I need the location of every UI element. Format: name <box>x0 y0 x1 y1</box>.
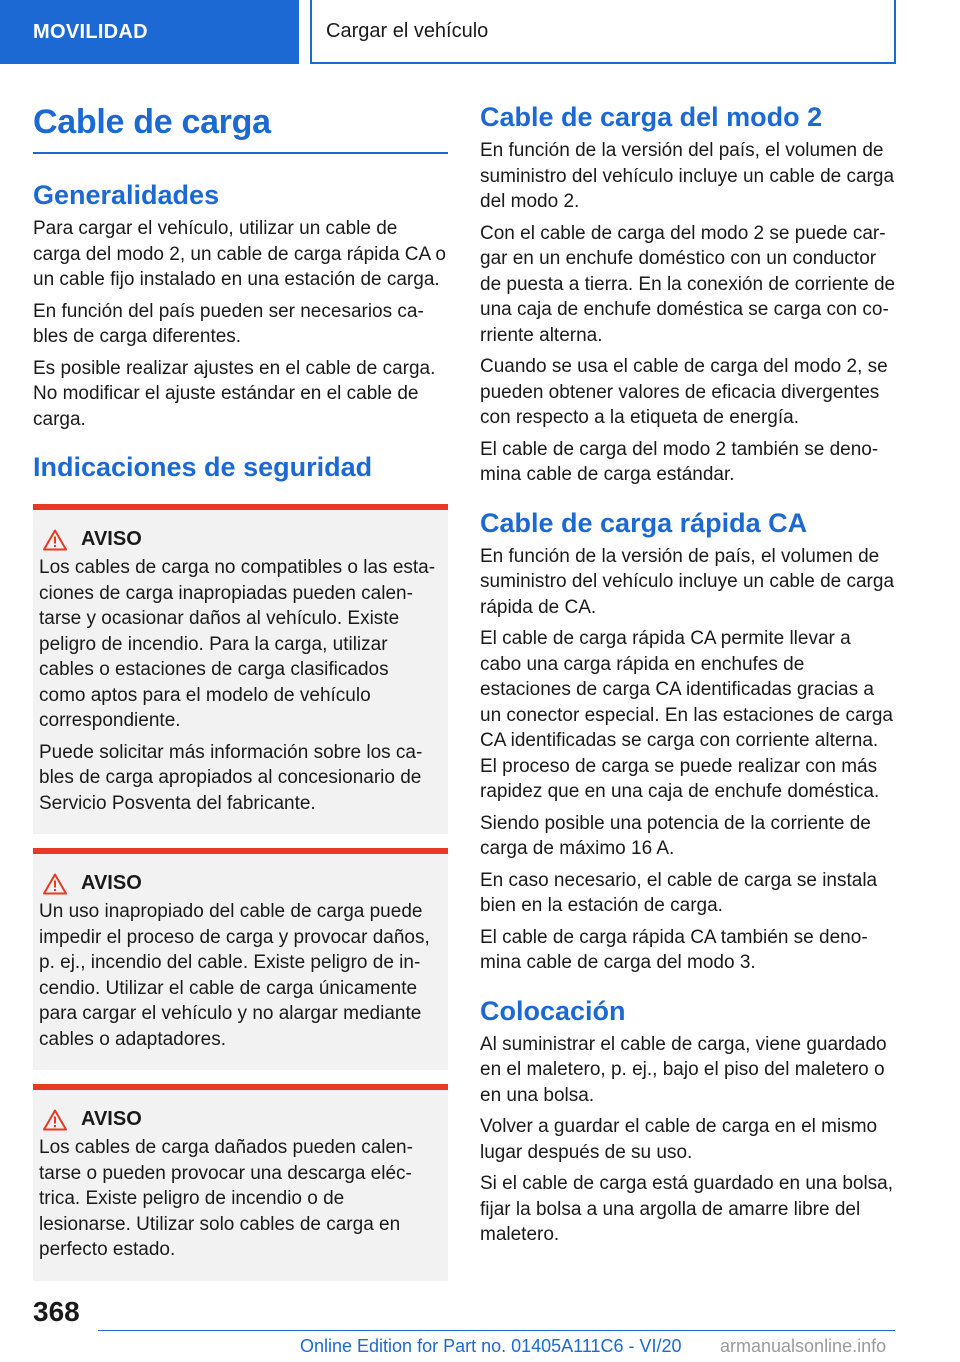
warning-text: Los cables de carga no compatibles o las estaciones de carga inapropiadas pueden calentarse y ocasionar daños al vehículo. Existe peligro de incendio. Para la carga, utilizar cables o estaciones de carga clasificados como aptos para el modelo de vehículo correspondiente. <box>39 557 436 731</box>
paragraph: En caso necesario, el cable de carga se instala bien en la estación de carga. <box>480 869 878 916</box>
warning-header <box>39 872 440 895</box>
left-column <box>33 100 448 1295</box>
warning-triangle-icon <box>43 529 67 551</box>
warning-box-2 <box>33 848 448 1070</box>
paragraph: Con el cable de carga del modo 2 se puede cargar en un enchufe doméstico con un conductor de puesta a tierra. En la conexión de corriente de una caja de enchufe doméstica se carga con corriente alterna. <box>480 222 896 346</box>
heading-modo2: Cable de carga del modo 2 <box>480 102 823 132</box>
watermark: armanualsonline.info <box>720 1336 887 1356</box>
paragraph: Al suministrar el cable de carga, viene guardado en el maletero, p. ej., bajo el piso del maletero o en una bolsa. <box>480 1033 887 1106</box>
paragraph: El cable de carga rápida CA también se denomina cable de carga del modo 3. <box>480 926 868 973</box>
edition-text: Online Edition for Part no. 01405A111C6 - VI/20 <box>300 1336 682 1356</box>
warning-title: AVISO <box>81 1108 142 1130</box>
footer-divider <box>98 1330 895 1331</box>
right-column <box>480 100 896 1254</box>
heading-seguridad: Indicaciones de seguridad <box>33 452 373 482</box>
warning-title: AVISO <box>81 528 142 550</box>
section-tab: MOVILIDAD <box>0 0 299 64</box>
warning-box-3 <box>33 1084 448 1281</box>
warning-box-1 <box>33 504 448 834</box>
paragraph: En función de la versión del país, el volumen de suministro del vehículo incluye un cable de carga del modo 2. <box>480 140 895 212</box>
heading-generalidades: Generalidades <box>33 180 220 210</box>
paragraph: Siendo posible una potencia de la corriente de carga de máximo 16 A. <box>480 812 871 859</box>
paragraph: Para cargar el vehículo, utilizar un cable de carga del modo 2, un cable de carga rápida CA o un cable fijo instalado en una estación de carga. <box>33 218 446 290</box>
warning-header <box>39 528 440 551</box>
warning-text: Un uso inapropiado del cable de carga puede impedir el proceso de carga y provocar daños, p. ej., incendio del cable. Existe peligro de incendio. Utilizar el cable de carga únicamente para cargar el vehículo y no alargar mediante cables o adaptadores. <box>39 901 430 1050</box>
paragraph: El cable de carga del modo 2 también se denomina cable de carga estándar. <box>480 438 879 485</box>
paragraph: El cable de carga rápida CA permite llevar a cabo una carga rápida en enchufes de estaciones de carga CA identificadas gracias a un conector especial. En las estaciones de carga CA identificadas se carga con corriente alterna. El proceso de carga se puede realizar con más rapidez que en una caja de enchufe doméstica. <box>480 628 893 802</box>
paragraph: En función de la versión de país, el volumen de suministro del vehículo incluye un cable de carga rápida de CA. <box>480 545 895 618</box>
warning-triangle-icon <box>43 1109 67 1131</box>
paragraph: Es posible realizar ajustes en el cable de carga. No modificar el ajuste estándar en el cable de carga. <box>33 357 436 430</box>
warning-text: Los cables de carga dañados pueden calentarse o pueden provocar una descarga eléctrica. Existe peligro de incendio o de lesionarse. Utilizar solo cables de carga en perfecto estado. <box>39 1137 413 1260</box>
heading-colocacion: Colocación <box>480 995 626 1026</box>
warning-header <box>39 1108 440 1131</box>
paragraph: En función del país pueden ser necesarios cables de carga diferentes. <box>33 300 424 347</box>
page-number: 368 <box>33 1296 80 1327</box>
paragraph: Si el cable de carga está guardado en una bolsa, fijar la bolsa a una argolla de amarre libre del maletero. <box>480 1173 894 1245</box>
title-divider <box>33 152 448 154</box>
warning-triangle-icon <box>43 873 67 895</box>
warning-title: AVISO <box>81 872 142 894</box>
chapter-title: Cargar el vehículo <box>310 0 896 64</box>
warning-text: Puede solicitar más información sobre los cables de carga apropiados al concesionario de Servicio Posventa del fabricante. <box>39 741 423 814</box>
page-title: Cable de carga <box>33 103 271 141</box>
paragraph: Cuando se usa el cable de carga del modo 2, se pueden obtener valores de eficacia divergentes con respecto a la etiqueta de energía. <box>480 356 888 428</box>
paragraph: Volver a guardar el cable de carga en el mismo lugar después de su uso. <box>480 1116 878 1163</box>
heading-rapida: Cable de carga rápida CA <box>480 507 808 538</box>
